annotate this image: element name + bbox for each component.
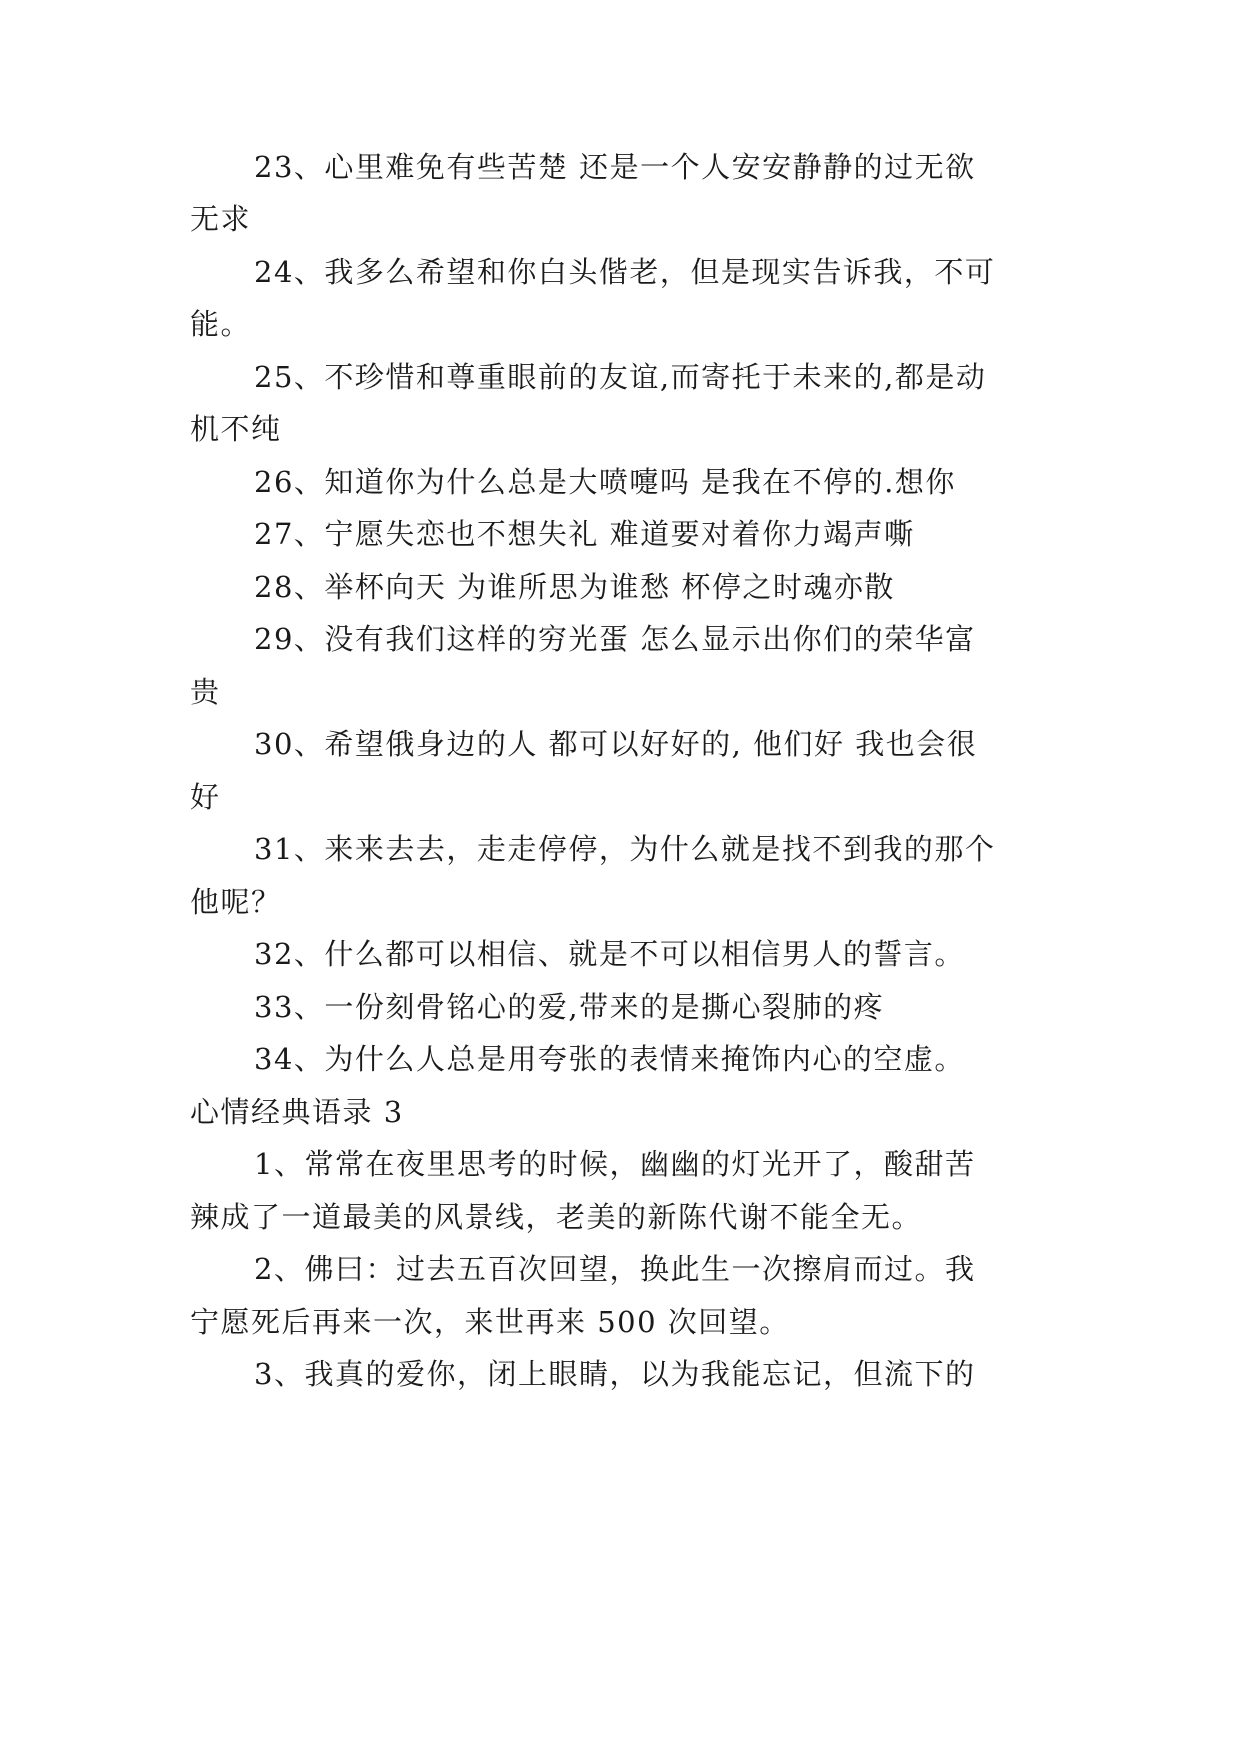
text-line: 2、佛曰：过去五百次回望，换此生一次擦肩而过。我 [254,1252,976,1286]
text-line: 25、不珍惜和尊重眼前的友谊,而寄托于未来的,都是动 [254,360,987,394]
text-line: 无求 [190,202,252,236]
text-line: 28、举杯向天 为谁所思为谁愁 杯停之时魂亦散 [254,570,895,604]
text-line: 辣成了一道最美的风景线，老美的新陈代谢不能全无。 [190,1200,923,1234]
text-line: 27、宁愿失恋也不想失礼 难道要对着你力竭声嘶 [254,517,915,551]
text-line: 好 [190,780,221,814]
section-heading: 心情经典语录 3 [190,1095,404,1129]
text-line: 他呢？ [190,885,282,919]
text-line: 机不纯 [190,412,282,446]
text-line: 23、心里难免有些苦楚 还是一个人安安静静的过无欲 [254,150,976,184]
text-line: 31、来来去去，走走停停，为什么就是找不到我的那个 [254,832,996,866]
text-line: 34、为什么人总是用夸张的表情来掩饰内心的空虚。 [254,1042,965,1076]
text-line: 宁愿死后再来一次，来世再来 500 次回望。 [190,1305,790,1339]
text-line: 30、希望俄身边的人 都可以好好的, 他们好 我也会很 [254,727,978,761]
text-line: 33、一份刻骨铭心的爱,带来的是撕心裂肺的疼 [254,990,885,1024]
text-line: 1、常常在夜里思考的时候，幽幽的灯光开了，酸甜苦 [254,1147,976,1181]
text-line: 3、我真的爱你，闭上眼睛，以为我能忘记，但流下的 [254,1357,976,1391]
text-line: 24、我多么希望和你白头偕老，但是现实告诉我，不可 [254,255,996,289]
text-line: 29、没有我们这样的穷光蛋 怎么显示出你们的荣华富 [254,622,976,656]
text-line: 26、知道你为什么总是大喷嚏吗 是我在不停的.想你 [254,465,956,499]
text-line: 能。 [190,307,252,341]
text-line: 贵 [190,675,221,709]
text-line: 32、什么都可以相信、就是不可以相信男人的誓言。 [254,937,965,971]
